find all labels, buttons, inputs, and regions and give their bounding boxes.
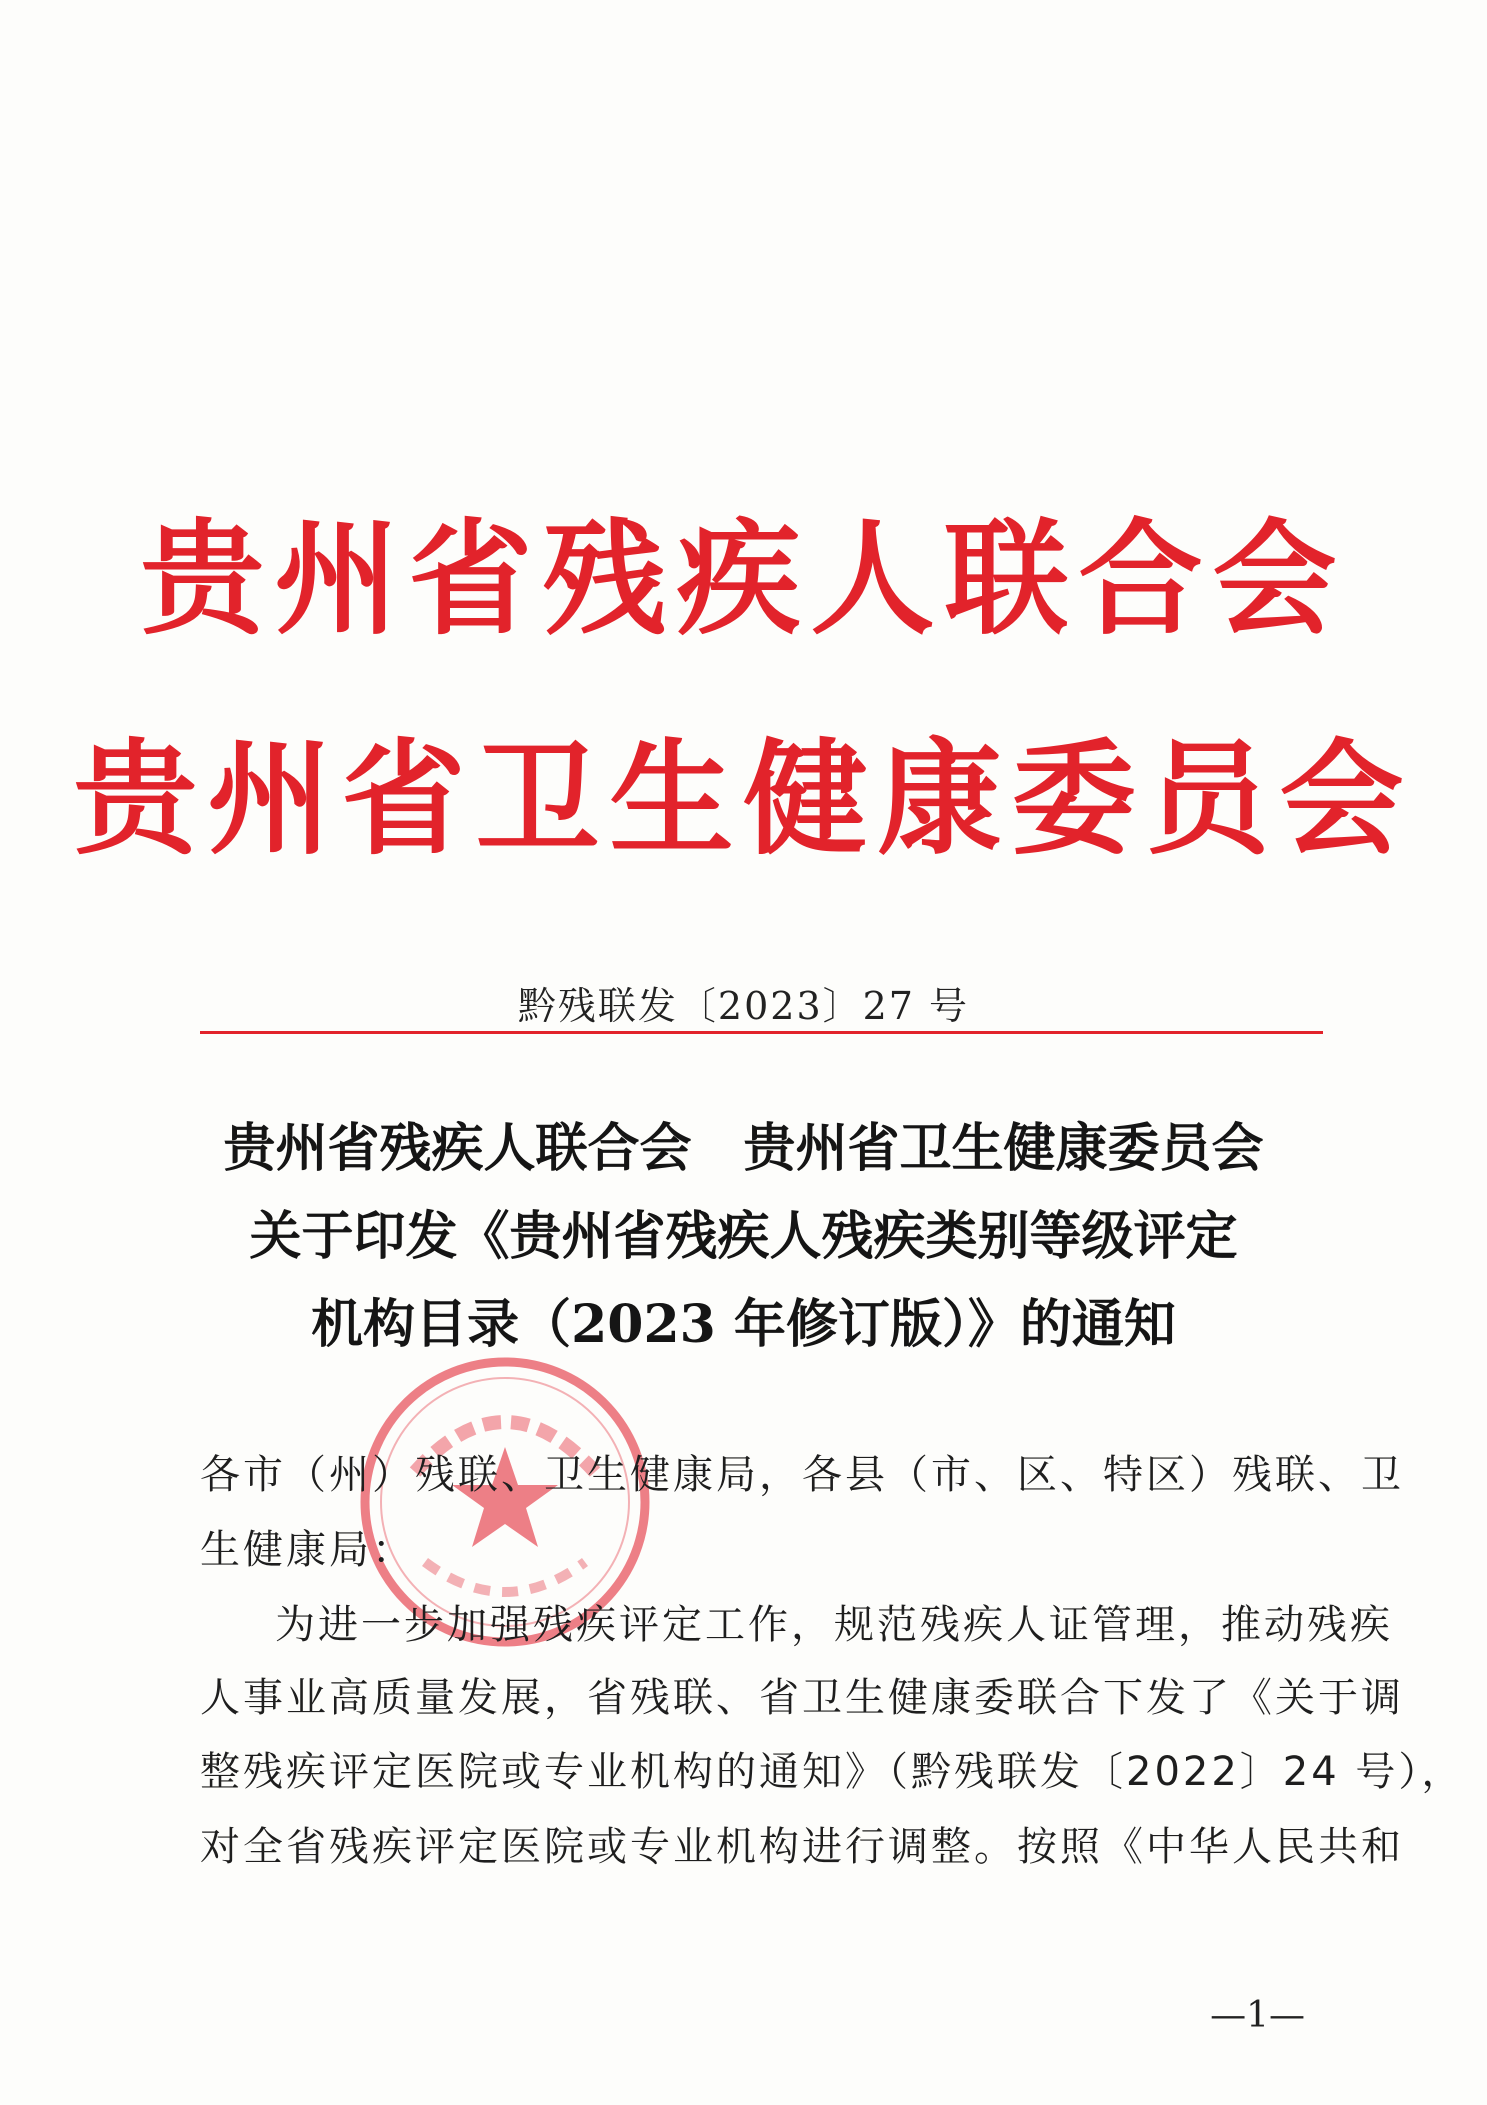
body-addressee-line-2: 生健康局： [200, 1527, 415, 1573]
title-line-1 [0, 1118, 1487, 1179]
title-org-1: 贵州省残疾人联合会 [223, 1118, 692, 1179]
title-line-3: 机构目录（2023 年修订版）》的通知 [311, 1294, 1176, 1355]
body-addressee-line-1: 各市（州）残联、卫生健康局，各县（市、区、特区）残联、卫 [200, 1452, 1404, 1498]
page-number: —1— [1210, 1995, 1305, 2036]
body-paragraph-line-3: 整残疾评定医院或专业机构的通知》（黔残联发〔2022〕24 号）， [200, 1749, 1465, 1795]
body-paragraph-line-4: 对全省残疾评定医院或专业机构进行调整。按照《中华人民共和 [200, 1824, 1404, 1870]
title-line-2: 关于印发《贵州省残疾人残疾类别等级评定 [249, 1206, 1238, 1267]
document-number: 黔残联发〔2023〕27 号 [517, 984, 970, 1028]
body-paragraph-line-2: 人事业高质量发展，省残联、省卫生健康委联合下发了《关于调 [200, 1675, 1404, 1721]
title-org-2: 贵州省卫生健康委员会 [743, 1118, 1264, 1179]
red-divider-line [200, 1031, 1323, 1034]
masthead-org-disabled-federation: 贵州省残疾人联合会 [140, 508, 1347, 652]
masthead-org-health-commission: 贵州省卫生健康委员会 [73, 728, 1414, 872]
body-paragraph-line-1: 为进一步加强残疾评定工作，规范残疾人证管理，推动残疾 [275, 1602, 1393, 1648]
